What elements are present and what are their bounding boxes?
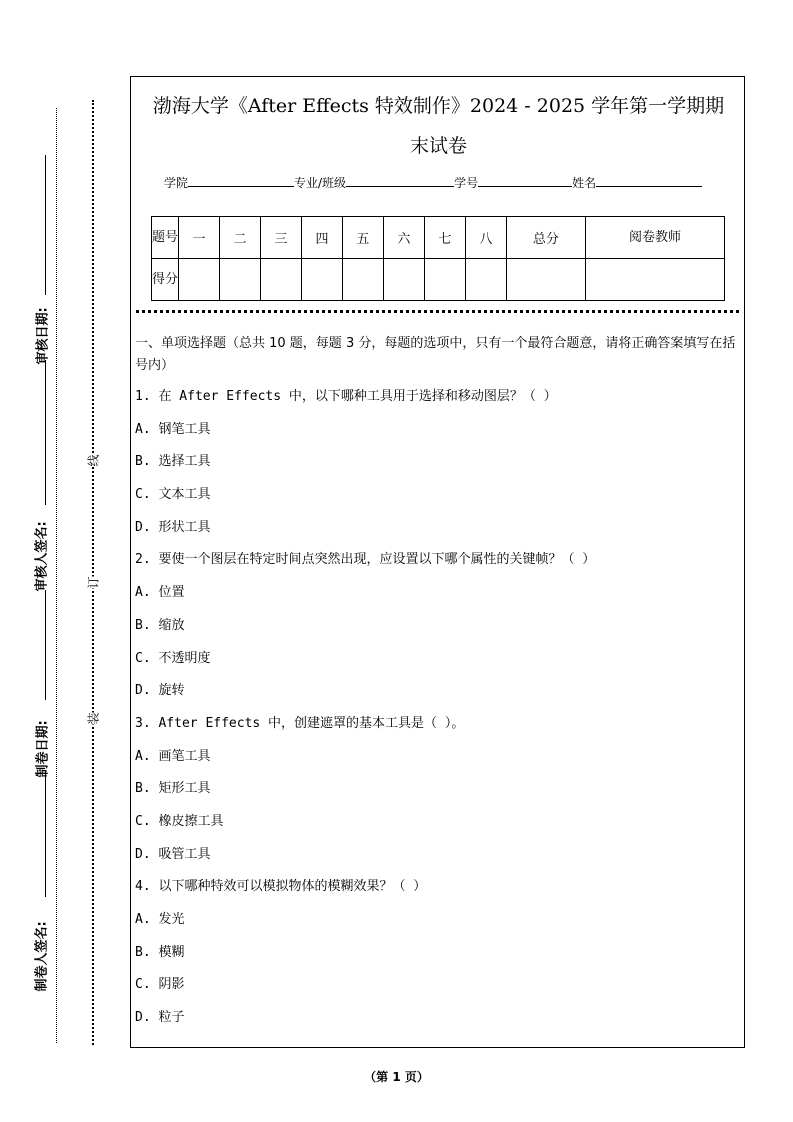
score-label: 得分 bbox=[152, 259, 179, 301]
margin-outer-line bbox=[56, 108, 57, 1043]
score-cell[interactable] bbox=[301, 259, 342, 301]
questions-area bbox=[135, 333, 739, 1041]
option[interactable]: A. 画笔工具 bbox=[135, 748, 211, 764]
paper-author-signature-label: 制卷人签名: bbox=[34, 921, 50, 992]
page-number: （第 1 页） bbox=[364, 1070, 429, 1084]
score-cell[interactable] bbox=[179, 259, 220, 301]
option[interactable]: D. 吸管工具 bbox=[135, 846, 211, 862]
score-cell[interactable] bbox=[465, 259, 506, 301]
field-major-label: 专业/班级 bbox=[294, 176, 347, 190]
col-2: 二 bbox=[219, 217, 260, 259]
question-block bbox=[135, 550, 739, 713]
col-8: 八 bbox=[465, 217, 506, 259]
field-name-blank[interactable] bbox=[596, 175, 702, 187]
question-text: 3. After Effects 中，创建遮罩的基本工具是（ ）。 bbox=[135, 715, 465, 731]
field-student-id-label: 学号 bbox=[454, 176, 479, 190]
score-table-score-row bbox=[152, 259, 725, 301]
exam-title-line2: 末试卷 bbox=[409, 135, 467, 157]
option[interactable]: B. 矩形工具 bbox=[135, 781, 211, 797]
col-3: 三 bbox=[260, 217, 301, 259]
section-heading: 一、单项选择题（总共 10 题，每题 3 分，每题的选项中，只有一个最符合题意，请将正确答案填写在括号内） bbox=[135, 336, 736, 373]
col-6: 六 bbox=[383, 217, 424, 259]
review-date-label: 审核日期: bbox=[35, 307, 51, 365]
col-7: 七 bbox=[424, 217, 465, 259]
col-5: 五 bbox=[342, 217, 383, 259]
binding-char-bind: 订 bbox=[83, 576, 104, 588]
field-major-blank[interactable] bbox=[346, 175, 454, 187]
reviewer-signature-label: 审核人签名: bbox=[34, 521, 50, 592]
question-block bbox=[135, 714, 739, 877]
field-college-blank[interactable] bbox=[188, 175, 294, 187]
review-date-line bbox=[45, 155, 46, 295]
section-divider bbox=[136, 310, 739, 313]
option[interactable]: A. 位置 bbox=[135, 585, 185, 601]
paper-date-label: 制卷日期: bbox=[35, 720, 51, 778]
score-table bbox=[151, 216, 725, 301]
binding-dotted-line bbox=[92, 100, 94, 1045]
question-block bbox=[135, 877, 739, 1040]
score-cell[interactable] bbox=[219, 259, 260, 301]
reviewer-signature-line bbox=[45, 360, 46, 505]
score-cell[interactable] bbox=[342, 259, 383, 301]
option[interactable]: C. 文本工具 bbox=[135, 487, 211, 503]
paper-date-line bbox=[45, 590, 46, 700]
option[interactable]: C. 不透明度 bbox=[135, 650, 211, 666]
exam-frame bbox=[130, 76, 745, 1048]
option[interactable]: A. 钢笔工具 bbox=[135, 421, 211, 437]
col-4: 四 bbox=[301, 217, 342, 259]
binding-char-pack: 装 bbox=[83, 712, 104, 724]
question-text: 2. 要使一个图层在特定时间点突然出现，应设置以下哪个属性的关键帧？（ ） bbox=[135, 552, 596, 568]
col-total: 总分 bbox=[506, 217, 585, 259]
col-1: 一 bbox=[179, 217, 220, 259]
option[interactable]: D. 粒子 bbox=[135, 1010, 185, 1026]
field-name-label: 姓名 bbox=[572, 176, 597, 190]
option[interactable]: B. 模糊 bbox=[135, 944, 185, 960]
question-text: 4. 以下哪种特效可以模拟物体的模糊效果？（ ） bbox=[135, 879, 427, 895]
score-cell[interactable] bbox=[586, 259, 725, 301]
student-info-row bbox=[164, 174, 702, 191]
question-number-label: 题号 bbox=[152, 217, 179, 259]
option[interactable]: C. 阴影 bbox=[135, 977, 185, 993]
score-cell[interactable] bbox=[424, 259, 465, 301]
option[interactable]: B. 选择工具 bbox=[135, 454, 211, 470]
binding-char-line: 线 bbox=[83, 454, 104, 466]
col-grader: 阅卷教师 bbox=[586, 217, 725, 259]
question-text: 1. 在 After Effects 中，以下哪种工具用于选择和移动图层？（ ） bbox=[135, 389, 557, 404]
field-student-id-blank[interactable] bbox=[478, 175, 572, 187]
question-block bbox=[135, 387, 739, 550]
score-cell[interactable] bbox=[506, 259, 585, 301]
paper-author-signature-line bbox=[45, 772, 46, 897]
exam-title-line1: 渤海大学《After Effects 特效制作》2024 - 2025 学年第一学期期 bbox=[152, 95, 725, 117]
score-table-header-row bbox=[152, 217, 725, 259]
field-college-label: 学院 bbox=[164, 176, 189, 190]
option[interactable]: D. 形状工具 bbox=[135, 519, 211, 535]
option[interactable]: D. 旋转 bbox=[135, 683, 185, 699]
option[interactable]: A. 发光 bbox=[135, 912, 185, 927]
option[interactable]: C. 橡皮擦工具 bbox=[135, 813, 224, 829]
score-cell[interactable] bbox=[260, 259, 301, 301]
score-cell[interactable] bbox=[383, 259, 424, 301]
option[interactable]: B. 缩放 bbox=[135, 617, 185, 633]
